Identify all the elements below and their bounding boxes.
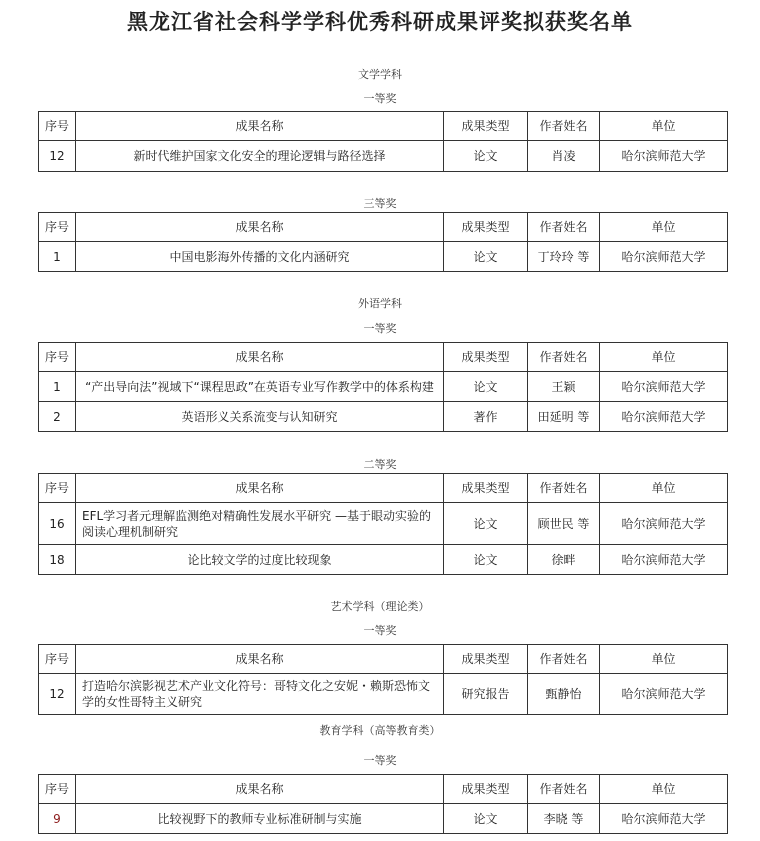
header-name: 成果名称 [76, 775, 444, 804]
header-author: 作者姓名 [528, 645, 600, 674]
cell-type: 论文 [444, 372, 528, 402]
cell-unit: 哈尔滨师范大学 [600, 141, 728, 172]
award-table [38, 774, 728, 834]
award-table [38, 644, 728, 715]
table-header-row [39, 645, 728, 674]
cell-unit: 哈尔滨师范大学 [600, 674, 728, 715]
cell-name: 打造哈尔滨影视艺术产业文化符号：哥特文化之安妮・赖斯恐怖文学的女性哥特主义研究 [76, 674, 444, 715]
table-row [39, 545, 728, 575]
cell-author: 肖凌 [528, 141, 600, 172]
subject-heading: 文学学科 [358, 68, 402, 81]
subject-heading: 艺术学科（理论类） [330, 600, 430, 613]
header-name: 成果名称 [76, 343, 444, 372]
header-unit: 单位 [600, 474, 728, 503]
award-table [38, 212, 728, 272]
header-no: 序号 [39, 112, 76, 141]
cell-author: 王颖 [528, 372, 600, 402]
header-type: 成果类型 [444, 213, 528, 242]
cell-unit: 哈尔滨师范大学 [600, 372, 728, 402]
cell-name: 中国电影海外传播的文化内涵研究 [76, 242, 444, 272]
table-header-row [39, 213, 728, 242]
award-table [38, 473, 728, 575]
header-no: 序号 [39, 213, 76, 242]
header-no: 序号 [39, 645, 76, 674]
award-level-heading: 一等奖 [363, 754, 397, 767]
header-unit: 单位 [600, 645, 728, 674]
table-row [39, 242, 728, 272]
header-unit: 单位 [600, 775, 728, 804]
cell-no: 9 [39, 804, 76, 834]
header-unit: 单位 [600, 343, 728, 372]
header-type: 成果类型 [444, 343, 528, 372]
cell-type: 论文 [444, 141, 528, 172]
table-row [39, 804, 728, 834]
cell-type: 论文 [444, 545, 528, 575]
table-row [39, 503, 728, 545]
cell-author: 李晓 等 [528, 804, 600, 834]
cell-type: 论文 [444, 242, 528, 272]
cell-no: 1 [39, 242, 76, 272]
header-no: 序号 [39, 775, 76, 804]
header-author: 作者姓名 [528, 474, 600, 503]
header-author: 作者姓名 [528, 112, 600, 141]
cell-no: 12 [39, 141, 76, 172]
award-level-heading: 一等奖 [363, 322, 397, 335]
header-type: 成果类型 [444, 775, 528, 804]
header-type: 成果类型 [444, 474, 528, 503]
award-level-heading: 三等奖 [363, 197, 397, 210]
table-header-row [39, 474, 728, 503]
cell-type: 论文 [444, 804, 528, 834]
cell-no: 12 [39, 674, 76, 715]
cell-type: 研究报告 [444, 674, 528, 715]
cell-author: 顾世民 等 [528, 503, 600, 545]
header-no: 序号 [39, 343, 76, 372]
cell-unit: 哈尔滨师范大学 [600, 503, 728, 545]
table-row [39, 141, 728, 172]
cell-unit: 哈尔滨师范大学 [600, 402, 728, 432]
page-title: 黑龙江省社会科学学科优秀科研成果评奖拟获奖名单 [127, 9, 633, 34]
header-type: 成果类型 [444, 112, 528, 141]
cell-no: 18 [39, 545, 76, 575]
subject-heading: 教育学科（高等教育类） [319, 724, 441, 737]
cell-name: 论比较文学的过度比较现象 [76, 545, 444, 575]
header-author: 作者姓名 [528, 213, 600, 242]
header-unit: 单位 [600, 112, 728, 141]
cell-name: EFL学习者元理解监测绝对精确性发展水平研究 —基于眼动实验的阅读心理机制研究 [76, 503, 444, 545]
table-row [39, 372, 728, 402]
table-header-row [39, 343, 728, 372]
header-type: 成果类型 [444, 645, 528, 674]
cell-name: “产出导向法”视域下“课程思政”在英语专业写作教学中的体系构建 [76, 372, 444, 402]
cell-type: 论文 [444, 503, 528, 545]
header-name: 成果名称 [76, 645, 444, 674]
header-author: 作者姓名 [528, 343, 600, 372]
cell-name: 新时代维护国家文化安全的理论逻辑与路径选择 [76, 141, 444, 172]
subject-heading: 外语学科 [358, 297, 402, 310]
cell-author: 田延明 等 [528, 402, 600, 432]
cell-name: 比较视野下的教师专业标准研制与实施 [76, 804, 444, 834]
cell-unit: 哈尔滨师范大学 [600, 804, 728, 834]
table-header-row [39, 112, 728, 141]
header-no: 序号 [39, 474, 76, 503]
table-header-row [39, 775, 728, 804]
cell-unit: 哈尔滨师范大学 [600, 545, 728, 575]
header-name: 成果名称 [76, 213, 444, 242]
cell-no: 1 [39, 372, 76, 402]
header-name: 成果名称 [76, 112, 444, 141]
header-name: 成果名称 [76, 474, 444, 503]
header-author: 作者姓名 [528, 775, 600, 804]
award-table [38, 342, 728, 432]
award-level-heading: 一等奖 [363, 624, 397, 637]
cell-author: 甄静怡 [528, 674, 600, 715]
award-table [38, 111, 728, 172]
cell-name: 英语形义关系流变与认知研究 [76, 402, 444, 432]
header-unit: 单位 [600, 213, 728, 242]
cell-no: 16 [39, 503, 76, 545]
cell-author: 丁玲玲 等 [528, 242, 600, 272]
table-row [39, 674, 728, 715]
cell-no: 2 [39, 402, 76, 432]
cell-author: 徐畔 [528, 545, 600, 575]
cell-type: 著作 [444, 402, 528, 432]
award-level-heading: 二等奖 [363, 458, 397, 471]
table-row [39, 402, 728, 432]
cell-unit: 哈尔滨师范大学 [600, 242, 728, 272]
award-level-heading: 一等奖 [363, 92, 397, 105]
